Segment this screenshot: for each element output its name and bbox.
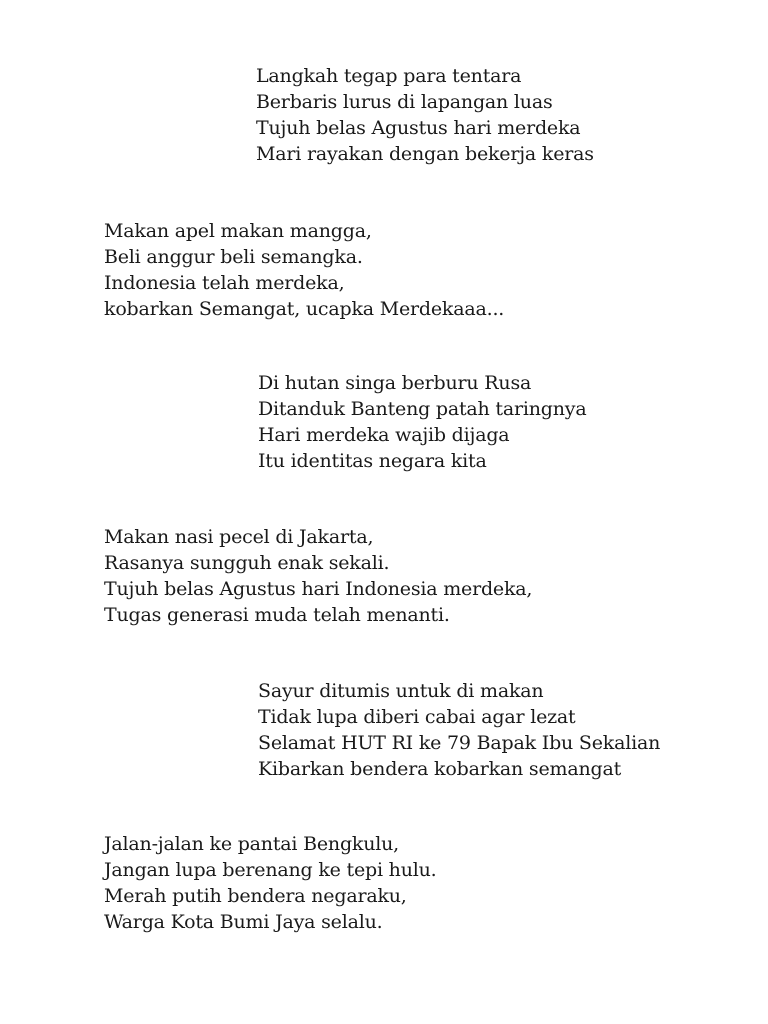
stanza-line: Makan apel makan mangga, bbox=[104, 220, 372, 242]
stanza-line: kobarkan Semangat, ucapka Merdekaaa... bbox=[104, 298, 505, 320]
stanza-line: Tujuh belas Agustus hari merdeka bbox=[256, 117, 581, 139]
stanza-line: Selamat HUT RI ke 79 Bapak Ibu Sekalian bbox=[258, 732, 661, 754]
stanza-line: Jangan lupa berenang ke tepi hulu. bbox=[104, 859, 437, 881]
stanza-line: Tidak lupa diberi cabai agar lezat bbox=[258, 706, 576, 728]
stanza-5 bbox=[258, 678, 660, 782]
stanza-line: Ditanduk Banteng patah taringnya bbox=[258, 398, 587, 420]
stanza-line: Sayur ditumis untuk di makan bbox=[258, 680, 544, 702]
stanza-2 bbox=[104, 218, 504, 322]
stanza-line: Tujuh belas Agustus hari Indonesia merdeka, bbox=[104, 578, 533, 600]
stanza-line: Kibarkan bendera kobarkan semangat bbox=[258, 758, 622, 780]
stanza-line: Hari merdeka wajib dijaga bbox=[258, 424, 510, 446]
stanza-6 bbox=[104, 831, 437, 935]
stanza-line: Jalan-jalan ke pantai Bengkulu, bbox=[104, 833, 400, 855]
stanza-line: Itu identitas negara kita bbox=[258, 450, 487, 472]
stanza-4 bbox=[104, 524, 532, 628]
stanza-line: Rasanya sungguh enak sekali. bbox=[104, 552, 390, 574]
stanza-line: Warga Kota Bumi Jaya selalu. bbox=[104, 911, 383, 933]
stanza-line: Berbaris lurus di lapangan luas bbox=[256, 91, 553, 113]
stanza-line: Beli anggur beli semangka. bbox=[104, 246, 363, 268]
stanza-1 bbox=[256, 63, 594, 167]
stanza-line: Di hutan singa berburu Rusa bbox=[258, 372, 532, 394]
stanza-line: Tugas generasi muda telah menanti. bbox=[104, 604, 450, 626]
stanza-3 bbox=[258, 370, 586, 474]
stanza-line: Langkah tegap para tentara bbox=[256, 65, 522, 87]
stanza-line: Mari rayakan dengan bekerja keras bbox=[256, 143, 594, 165]
stanza-line: Indonesia telah merdeka, bbox=[104, 272, 345, 294]
stanza-line: Makan nasi pecel di Jakarta, bbox=[104, 526, 374, 548]
stanza-line: Merah putih bendera negaraku, bbox=[104, 885, 407, 907]
